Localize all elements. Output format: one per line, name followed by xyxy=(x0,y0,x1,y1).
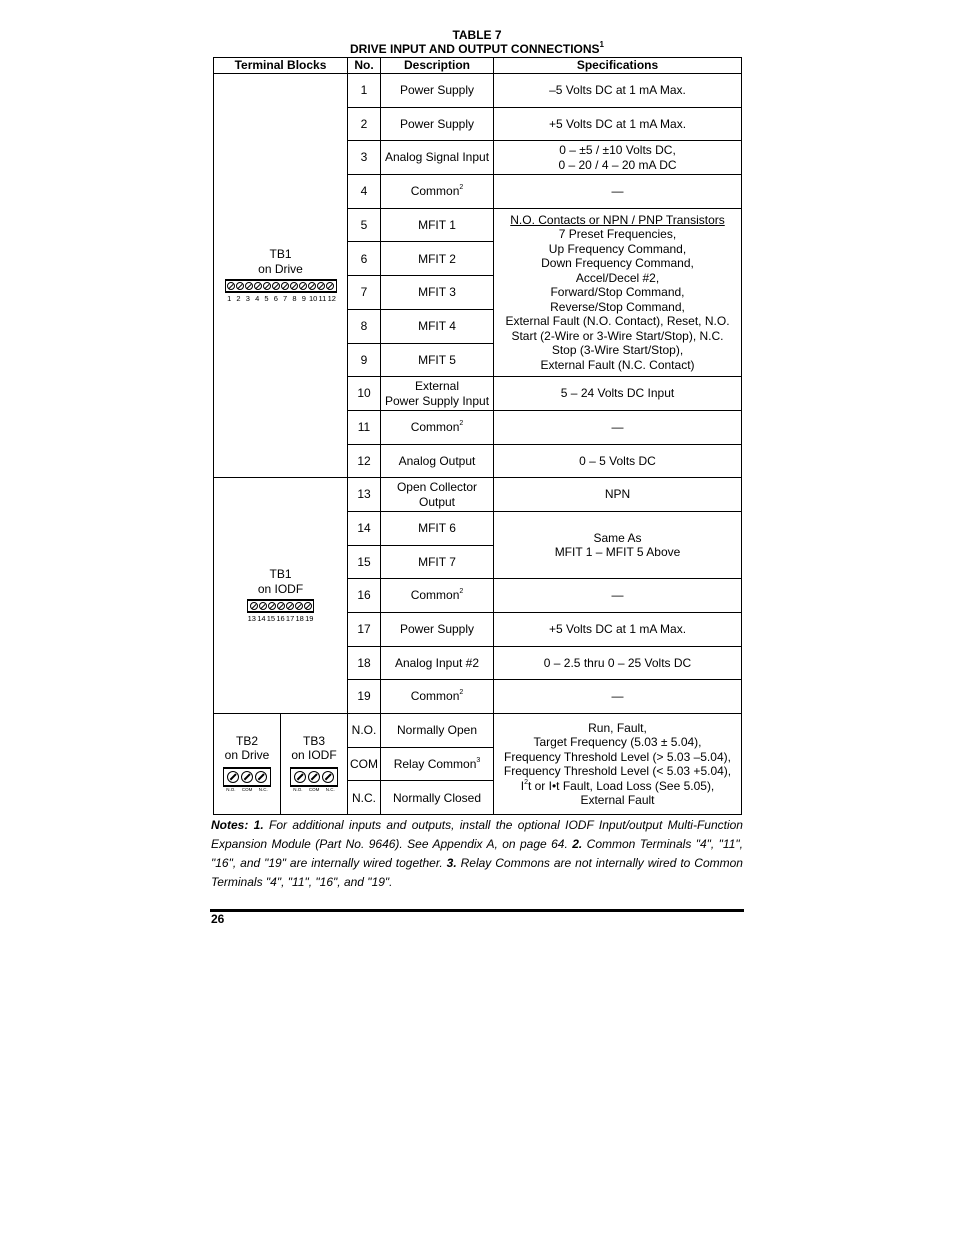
row-desc: Common$^2$ xyxy=(381,680,494,714)
row-no: 15 xyxy=(348,545,381,579)
terminal-number: 3 xyxy=(245,293,250,303)
relay-terminal-icon xyxy=(290,767,338,787)
row-desc: MFIT 2 xyxy=(381,242,494,276)
spec-line: Forward/Stop Command, xyxy=(550,285,685,300)
terminal-screw-icon xyxy=(254,282,262,290)
mfit-spec-cell xyxy=(494,208,742,376)
row-spec: NPN xyxy=(494,478,742,512)
row-no: N.C. xyxy=(348,781,381,815)
row-spec: — xyxy=(494,579,742,613)
relay-terminal-label: COM xyxy=(241,786,253,792)
row-no: 11 xyxy=(348,410,381,444)
terminal-number: 8 xyxy=(292,293,297,303)
row-desc: Analog Input #2 xyxy=(381,646,494,680)
terminal-number: 4 xyxy=(255,293,260,303)
row-no: 6 xyxy=(348,242,381,276)
terminal-number: 16 xyxy=(276,613,285,623)
spec-line: Reverse/Stop Command, xyxy=(550,299,685,314)
tb3-sublabel: on IODF xyxy=(291,748,337,763)
row-spec: +5 Volts DC at 1 mA Max. xyxy=(494,107,742,141)
spec-line: Down Frequency Command, xyxy=(541,256,694,271)
relay-terminal-icon xyxy=(223,767,271,787)
spec-line: External Fault (N.C. Contact) xyxy=(540,357,695,372)
row-desc: Power Supply xyxy=(381,107,494,141)
relay-spec-cell xyxy=(494,714,742,815)
relay-spec-line5: $I^2t$ or I•t Fault, Load Loss (See 5.05), xyxy=(520,778,715,793)
terminal-number: 1 xyxy=(227,293,232,303)
row-spec: +5 Volts DC at 1 mA Max. xyxy=(494,613,742,647)
terminal-screw-icon xyxy=(227,282,235,290)
tb3-block xyxy=(290,734,338,793)
row-spec: — xyxy=(494,680,742,714)
mfit-spec-heading: N.O. Contacts or NPN / PNP Transistors xyxy=(510,212,725,227)
tb2-label: TB2 xyxy=(235,733,258,748)
row-desc: Relay Common$^3$ xyxy=(381,747,494,781)
spec-line: Frequency Threshold Level (< 5.03 +5.04), xyxy=(503,764,732,779)
row-desc: Normally Closed xyxy=(381,781,494,815)
row-spec: 5 – 24 Volts DC Input xyxy=(494,377,742,411)
spec-line: Start (2-Wire or 3-Wire Start/Stop), N.C. xyxy=(511,328,724,343)
row-no: 2 xyxy=(348,107,381,141)
relay-terminal-label: COM xyxy=(308,786,320,792)
terminal-number: 15 xyxy=(266,613,276,623)
row-no: 9 xyxy=(348,343,381,377)
row-spec: 0 – 5 Volts DC xyxy=(494,444,742,478)
terminal-screw-icon xyxy=(245,282,253,290)
terminal-number: 10 xyxy=(308,293,318,303)
relay-terminal-labels xyxy=(223,787,271,793)
terminal-number: 9 xyxy=(301,293,306,303)
terminal-screw-icon xyxy=(286,602,294,610)
spec-line: Accel/Decel #2, xyxy=(575,270,660,285)
row-no: 8 xyxy=(348,309,381,343)
terminal-screw-icon xyxy=(268,602,276,610)
terminal-screw-icon xyxy=(308,282,316,290)
mfit67-spec-cell: Same As MFIT 1 – MFIT 5 Above xyxy=(494,511,742,578)
row-desc: MFIT 3 xyxy=(381,276,494,310)
spec-line: Frequency Threshold Level (> 5.03 –5.04), xyxy=(504,749,731,764)
terminal-number: 7 xyxy=(283,293,288,303)
relay-terminal-label: N.C. xyxy=(258,786,268,792)
row-no: 5 xyxy=(348,208,381,242)
spec-line: Up Frequency Command, xyxy=(548,241,687,256)
row-desc: MFIT 4 xyxy=(381,309,494,343)
terminal-screw-icon xyxy=(259,602,267,610)
terminal-screw-icon xyxy=(326,282,334,290)
terminal-number: 5 xyxy=(264,293,269,303)
terminal-number: 19 xyxy=(305,613,314,623)
relay-spec-line6: External Fault xyxy=(580,793,655,808)
spec-line: Run, Fault, xyxy=(588,720,647,735)
table-title: DRIVE INPUT AND OUTPUT CONNECTIONS$^1$ xyxy=(349,40,604,56)
table-row xyxy=(214,74,742,108)
row-no: 7 xyxy=(348,276,381,310)
terminal-number: 17 xyxy=(285,613,295,623)
row-desc: Common$^2$ xyxy=(381,579,494,613)
relay-terminal-label: N.O. xyxy=(293,786,303,792)
row-desc: Common$^2$ xyxy=(381,410,494,444)
spec-line: Stop (3-Wire Start/Stop), xyxy=(551,343,684,358)
terminal-number: 2 xyxy=(236,293,241,303)
row-no: 19 xyxy=(348,680,381,714)
row-spec: 0 – ±5 / ±10 Volts DC, 0 – 20 / 4 – 20 mA DC xyxy=(494,141,742,175)
row-no: 10 xyxy=(348,377,381,411)
row-no: 3 xyxy=(348,141,381,175)
tb1-drive-sublabel: on Drive xyxy=(258,261,303,276)
row-spec: — xyxy=(494,410,742,444)
spec-line: 7 Preset Frequencies, xyxy=(558,227,677,242)
terminal-screw-icon xyxy=(299,282,307,290)
relay-spec-lines xyxy=(494,721,741,779)
row-no: 13 xyxy=(348,478,381,512)
tb1-iodf-cell xyxy=(214,478,348,714)
mfit-spec-lines xyxy=(494,227,741,372)
row-spec: — xyxy=(494,175,742,209)
tb2-block xyxy=(223,734,271,793)
row-desc: Common$^2$ xyxy=(381,175,494,209)
terminal-numbers xyxy=(225,294,337,303)
tb1-iodf-block xyxy=(247,567,314,623)
row-desc: MFIT 6 xyxy=(381,511,494,545)
row-desc: Power Supply xyxy=(381,613,494,647)
row-no: 16 xyxy=(348,579,381,613)
terminal-screw-icon xyxy=(295,602,303,610)
terminal-screw-icon xyxy=(272,282,280,290)
header-specifications: Specifications xyxy=(494,58,742,74)
header-description: Description xyxy=(381,58,494,74)
row-desc: MFIT 1 xyxy=(381,208,494,242)
row-desc: External Power Supply Input xyxy=(381,377,494,411)
row-spec: –5 Volts DC at 1 mA Max. xyxy=(494,74,742,108)
table-label: TABLE 7 xyxy=(452,28,502,42)
spec-line: Target Frequency (5.03 ± 5.04), xyxy=(533,735,702,750)
tb2-cell xyxy=(214,714,281,815)
row-desc: Analog Signal Input xyxy=(381,141,494,175)
terminal-screw-icon xyxy=(304,602,312,610)
header-terminal-blocks: Terminal Blocks xyxy=(214,58,348,74)
terminal-screw-icon xyxy=(281,282,289,290)
terminal-strip-icon xyxy=(225,279,337,293)
terminal-number: 11 xyxy=(318,293,327,303)
terminal-number: 14 xyxy=(257,613,266,623)
row-no: 14 xyxy=(348,511,381,545)
relay-terminal-labels xyxy=(290,787,338,793)
row-no: 17 xyxy=(348,613,381,647)
tb3-cell xyxy=(281,714,348,815)
relay-terminal-label: N.C. xyxy=(325,786,335,792)
terminal-number: 13 xyxy=(247,613,256,623)
terminal-number: 18 xyxy=(295,613,304,623)
header-row xyxy=(214,58,742,74)
row-spec: 0 – 2.5 thru 0 – 25 Volts DC xyxy=(494,646,742,680)
row-desc: MFIT 5 xyxy=(381,343,494,377)
connections-table xyxy=(213,57,742,815)
tb3-label: TB3 xyxy=(302,733,325,748)
terminal-screw-icon xyxy=(236,282,244,290)
header-no: No. xyxy=(348,58,381,74)
terminal-screw-icon xyxy=(277,602,285,610)
terminal-number: 6 xyxy=(273,293,278,303)
tb1-drive-label: TB1 xyxy=(269,247,292,262)
table-row xyxy=(214,714,742,748)
terminal-screw-icon xyxy=(317,282,325,290)
row-desc: MFIT 7 xyxy=(381,545,494,579)
row-desc: Power Supply xyxy=(381,74,494,108)
terminal-screw-icon xyxy=(250,602,258,610)
footer-rule xyxy=(210,909,744,912)
tb1-drive-block xyxy=(225,247,337,303)
row-desc: Normally Open xyxy=(381,714,494,748)
terminal-numbers xyxy=(247,614,314,623)
relay-terminal-label: N.O. xyxy=(226,786,236,792)
tb1-iodf-sublabel: on IODF xyxy=(257,581,304,596)
row-no: 12 xyxy=(348,444,381,478)
terminal-screw-icon xyxy=(290,282,298,290)
tb2-sublabel: on Drive xyxy=(224,748,270,763)
table-row xyxy=(214,478,742,512)
row-no: N.O. xyxy=(348,714,381,748)
table-notes: Notes: 1. For additional inputs and outputs, install the optional IODF Input/output Multi-Function Expansion Module (Part No. 9646). See Appendix A, on page 64. 2. Common Terminals "4", "11", "16", and "19" are internally wired together. 3. Relay Commons are not internally wired to Common Terminals "4", "11", "16", and "19". xyxy=(211,818,743,889)
page-number: 26 xyxy=(211,912,225,926)
terminal-strip-icon xyxy=(247,599,314,613)
row-no: 1 xyxy=(348,74,381,108)
spec-line: External Fault (N.O. Contact), Reset, N.O. xyxy=(505,314,730,329)
row-no: COM xyxy=(348,747,381,781)
row-desc: Analog Output xyxy=(381,444,494,478)
terminal-number: 12 xyxy=(327,293,336,303)
tb1-drive-cell xyxy=(214,74,348,478)
row-no: 18 xyxy=(348,646,381,680)
tb1-iodf-label: TB1 xyxy=(269,567,292,582)
row-no: 4 xyxy=(348,175,381,209)
row-desc: Open Collector Output xyxy=(381,478,494,512)
terminal-screw-icon xyxy=(263,282,271,290)
